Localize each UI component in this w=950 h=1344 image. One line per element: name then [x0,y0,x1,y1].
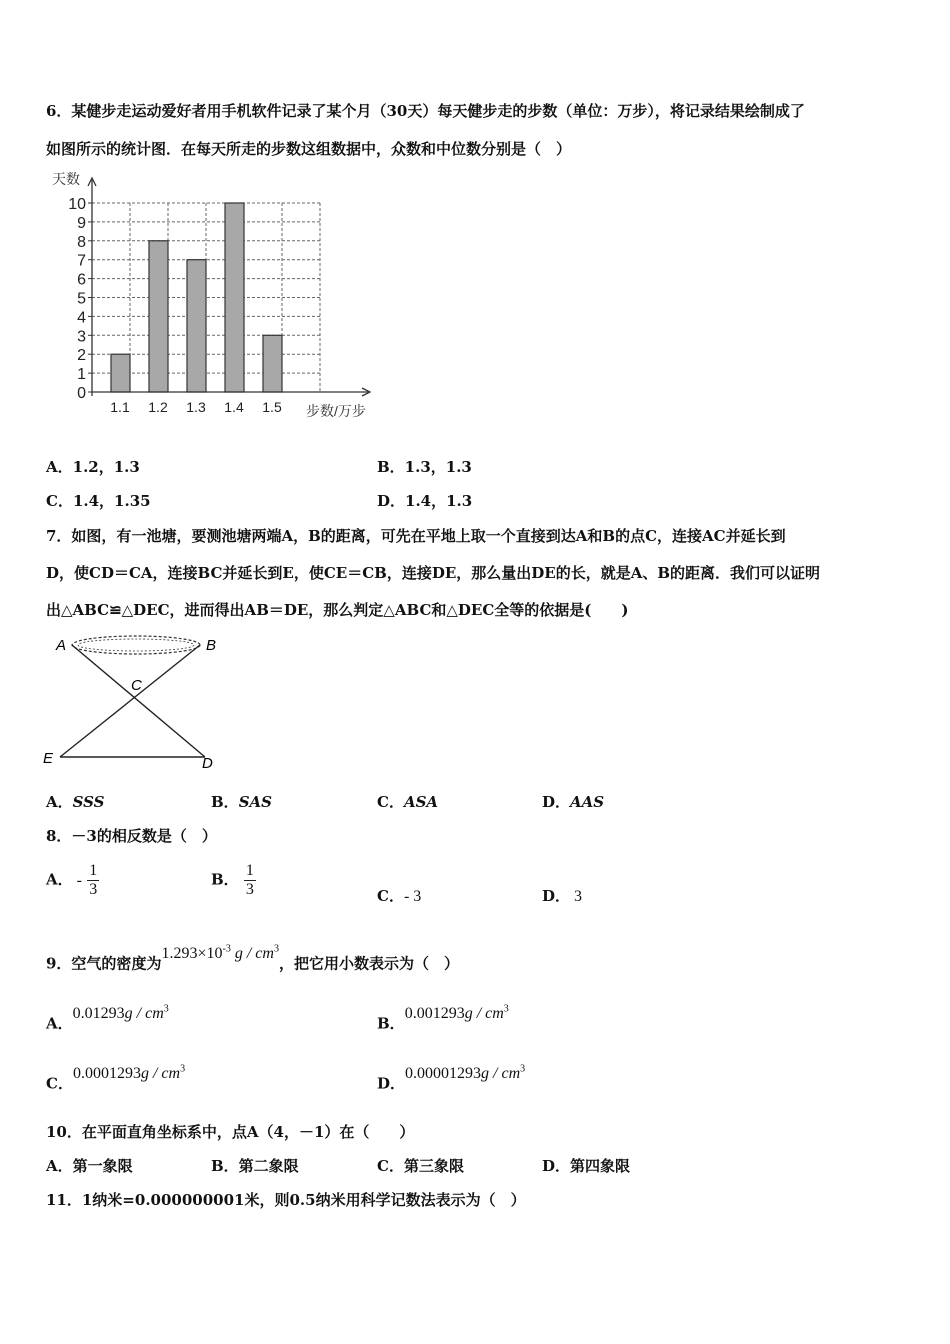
y-tick-label: 1 [77,366,86,384]
q8-option-b: B． $\frac{1}{3}$ [211,862,254,898]
y-tick-label: 6 [77,271,86,289]
q6-option-c: C．1.4，1.35 [46,492,151,510]
q7-option-b: B．SAS [211,793,272,811]
q7-stem-line3: 出△ABC≌△DEC，进而得出AB＝DE，那么判定△ABC和△DEC全等的依据是( ) [46,601,629,619]
q7-pond-figure [40,630,240,775]
x-tick-label: 1.2 [148,399,168,415]
y-tick-label: 5 [77,290,86,308]
chart-y-label: 天数 [52,171,80,187]
q8-option-d: D． 3 [542,887,583,905]
q8-stem: 8．－3的相反数是（ ） [46,827,217,845]
q10-stem: 10．在平面直角坐标系中，点A（4，－1）在（ ） [46,1123,415,1141]
label-a: A [56,637,67,654]
q9-stem: 9．空气的密度为$1.293\times 10^{-3}$ g / $cm^3$，把它用小数表示为（ ） [46,944,459,973]
q10-option-c: C．第三象限 [377,1157,464,1175]
q6-option-d: D．1.4，1.3 [377,492,473,510]
q9-option-a: A．$0.01293g / cm^3$ [46,1004,169,1033]
q6-bar-chart [44,170,384,430]
chart-bars [111,203,282,392]
q10-option-d: D．第四象限 [542,1157,631,1175]
q8-option-c: C．- 3 [377,887,422,905]
q6-option-a: A．1.2，1.3 [46,458,140,476]
y-tick-label: 7 [77,252,86,270]
q9-option-d: D．$0.00001293g / cm^3$ [377,1064,526,1093]
chart-ticks [68,196,282,415]
label-b: B [206,637,217,654]
q10-option-b: B．第二象限 [211,1157,299,1175]
segment-be [60,645,200,757]
x-tick-label: 1.1 [110,399,130,415]
bar-1.5 [263,335,282,392]
q7-stem-line1: 7．如图，有一池塘，要测池塘两端A，B的距离，可先在平地上取一个直接到达A和B的点C，连接AC并延长到 [46,527,786,545]
q7-option-c: C．ASA [377,793,439,811]
label-d: D [202,755,213,772]
bar-1.3 [187,260,206,392]
q11-stem: 11．1纳米=0.000000001米，则0.5纳米用科学记数法表示为（ ） [46,1191,526,1209]
y-tick-label: 8 [77,233,86,251]
chart-x-label: 步数/万步 [306,403,366,419]
x-tick-label: 1.4 [224,399,244,415]
x-tick-label: 1.3 [186,399,206,415]
q8-option-a: A． - $\frac{1}{3}$ [46,862,98,898]
y-tick-label: 9 [77,214,86,232]
q9-option-c: C．$0.0001293g / cm^3$ [46,1064,186,1093]
bar-1.1 [111,354,130,392]
q9-option-b: B．$0.001293g / cm^3$ [377,1004,509,1033]
q7-option-a: A．SSS [46,793,105,811]
y-tick-label: 3 [77,328,86,346]
y-tick-label: 10 [68,196,86,213]
segment-ad [72,645,205,757]
q6-stem-line1: 6．某健步走运动爱好者用手机软件记录了某个月（30天）每天健步走的步数（单位：万步），将记录结果绘制成了 [46,102,805,120]
x-tick-label: 1.5 [262,399,282,415]
q6-stem-line2: 如图所示的统计图．在每天所走的步数这组数据中，众数和中位数分别是（ ） [46,140,572,158]
q6-option-b: B．1.3，1.3 [377,458,472,476]
bar-1.2 [149,241,168,392]
q7-stem-line2: D，使CD＝CA，连接BC并延长到E，使CE＝CB，连接DE，那么量出DE的长，就是A、B的距离．我们可以证明 [46,564,821,582]
label-c: C [131,677,142,694]
q10-option-a: A．第一象限 [46,1157,133,1175]
y-tick-label: 0 [77,385,86,402]
q7-option-d: D．AAS [542,793,605,811]
pond-ellipse-inner [78,639,194,651]
label-e: E [43,750,54,767]
y-tick-label: 2 [77,347,86,365]
y-tick-label: 4 [77,309,86,327]
bar-1.4 [225,203,244,392]
